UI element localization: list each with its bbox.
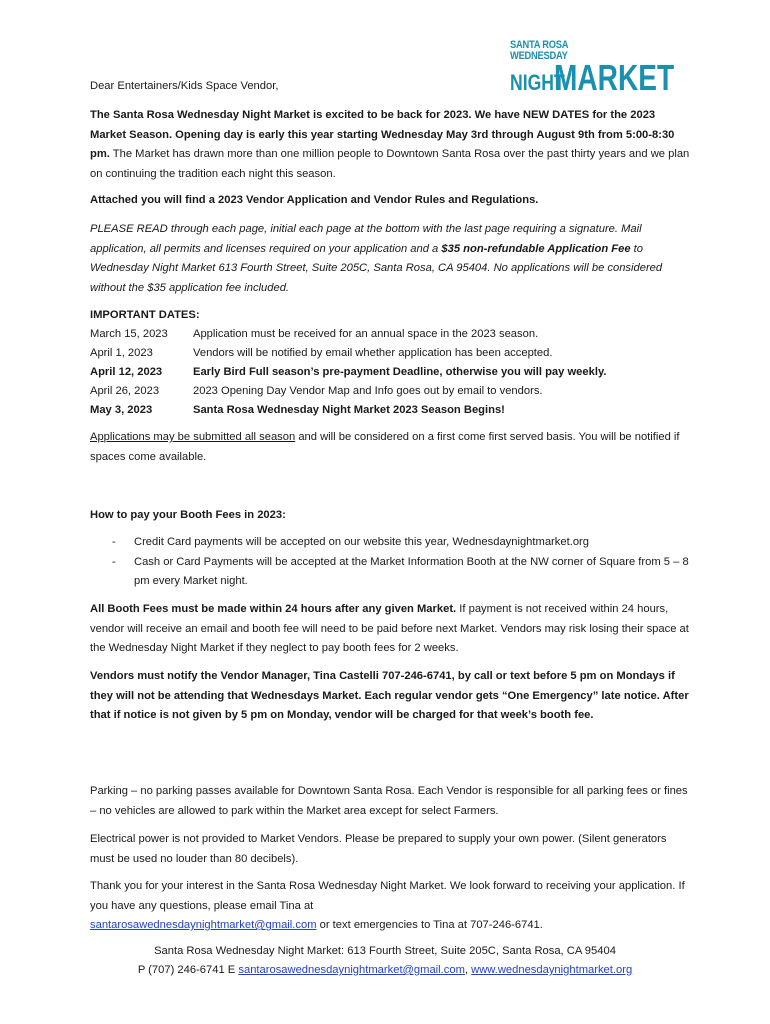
applications-rest: and will be considered on a first come first served basis. You will be notified if spaces come available. xyxy=(90,431,680,463)
booth-fees-list xyxy=(112,533,692,592)
electrical-paragraph: Electrical power is not provided to Market Vendors. Please be prepared to supply your own power. (Silent generators must be used no louder than 80 decibels). xyxy=(90,833,667,865)
logo-night: NIGHT xyxy=(510,70,565,95)
all-booth-paragraph xyxy=(90,600,690,659)
parking-paragraph: Parking – no parking passes available for Downtown Santa Rosa. Each Vendor is responsible for all parking fees or fines – no vehicles are allowed to park within the Market area except for select Farmers. xyxy=(90,785,688,817)
date-text: 2023 Opening Day Vendor Map and Info goes out by email to vendors. xyxy=(193,385,543,397)
intro-normal: The Market has drawn more than one million people to Downtown Santa Rosa over the past thirty years and we plan on continuing the tradition each night this season. xyxy=(90,148,690,180)
intro-paragraph xyxy=(90,106,690,184)
footer-email-link[interactable]: santarosawednesdaynightmarket@gmail.com xyxy=(238,964,465,976)
date-row xyxy=(90,363,690,382)
applications-underlined: Applications may be submitted all season xyxy=(90,431,296,443)
list-item-text: Credit Card payments will be accepted on our website this year, Wednesdaynightmarket.org xyxy=(134,536,589,548)
date-text: Early Bird Full season’s pre-payment Deadline, otherwise you will pay weekly. xyxy=(193,366,607,378)
list-item: - Credit Card payments will be accepted on our website this year, Wednesdaynightmarket.org xyxy=(112,533,692,553)
date-row xyxy=(90,325,690,344)
please-read-part1: PLEASE READ through each page, initial each page at the bottom with the last page requiring a signature. Mail application, all permits and licenses required on your application and a xyxy=(90,223,642,255)
date-row xyxy=(90,344,690,363)
footer xyxy=(0,942,770,980)
please-read-part2: to Wednesday Night Market 613 Fourth Street, Suite 205C, Santa Rosa, CA 95404. No applications will be considered without the $35 application fee included. xyxy=(90,242,663,294)
attached-paragraph: Attached you will find a 2023 Vendor Application and Vendor Rules and Regulations. xyxy=(90,194,539,206)
footer-contact-prefix: P (707) 246-6741 E xyxy=(137,964,239,976)
footer-contact xyxy=(0,961,770,980)
important-dates xyxy=(90,306,690,420)
intro-bold: The Santa Rosa Wednesday Night Market is excited to be back for 2023. We have NEW DATES for the 2023 Market Season. Opening day is early this year starting Wednesday May 3rd through August 9th from 5:00-8:30 pm. xyxy=(90,109,675,160)
logo-line-santa-rosa: SANTA ROSA xyxy=(510,39,569,51)
date-text: Vendors will be notified by email whether application has been accepted. xyxy=(193,347,553,359)
date-text: Application must be received for an annual space in the 2023 season. xyxy=(193,328,539,340)
booth-fees-heading: How to pay your Booth Fees in 2023: xyxy=(90,509,286,521)
email-link[interactable]: santarosawednesdaynightmarket@gmail.com xyxy=(90,919,317,931)
logo-market: MARKET xyxy=(554,57,675,98)
date-label: April 26, 2023 xyxy=(90,385,160,397)
list-item-text: Cash or Card Payments will be accepted at the Market Information Booth at the NW corner of Square from 5 – 8 pm every Market night. xyxy=(134,555,689,587)
date-text: Santa Rosa Wednesday Night Market 2023 Season Begins! xyxy=(193,404,505,416)
logo-line-wednesday: WEDNESDAY xyxy=(510,50,568,62)
applications-paragraph xyxy=(90,428,690,467)
thanks-paragraph xyxy=(90,877,690,936)
thanks-text: Thank you for your interest in the Santa Rosa Wednesday Night Market. We look forward to receiving your application. If you have any questions, please email Tina at xyxy=(90,880,685,912)
all-booth-normal: If payment is not received within 24 hours, vendor will receive an email and booth fee will need to be paid before next Market. Vendors may risk losing their space at the Wednesday Night Market if they neglect to pay booth fees for 2 weeks. xyxy=(90,603,689,654)
footer-website-link[interactable]: www.wednesdaynightmarket.org xyxy=(471,964,633,976)
footer-separator: , xyxy=(464,964,472,976)
thanks-after: or text emergencies to Tina at 707-246-6741. xyxy=(316,919,543,931)
date-label: May 3, 2023 xyxy=(90,404,153,416)
please-read-paragraph xyxy=(90,220,690,298)
date-label: April 12, 2023 xyxy=(90,366,163,378)
vendors-notify-paragraph: Vendors must notify the Vendor Manager, Tina Castelli 707-246-6741, by call or text before 5 pm on Mondays if they will not be attending that Wednesdays Market. Each regular vendor gets “One Emergency” late notice. After that if notice is not given by 5 pm on Monday, vendor will be charged for that week’s booth fee. xyxy=(90,670,689,721)
footer-address: Santa Rosa Wednesday Night Market: 613 Fourth Street, Suite 205C, Santa Rosa, CA 95404 xyxy=(154,945,616,957)
important-dates-heading: IMPORTANT DATES: xyxy=(90,309,200,321)
date-row xyxy=(90,382,690,401)
all-booth-bold: All Booth Fees must be made within 24 hours after any given Market. xyxy=(90,603,457,615)
date-label: April 1, 2023 xyxy=(90,347,153,359)
date-row xyxy=(90,401,690,420)
date-label: March 15, 2023 xyxy=(90,328,168,340)
greeting: Dear Entertainers/Kids Space Vendor, xyxy=(90,80,279,92)
list-item: - Cash or Card Payments will be accepted at the Market Information Booth at the NW corner of Square from 5 – 8 pm every Market night. xyxy=(112,553,692,592)
please-read-fee: $35 non-refundable Application Fee xyxy=(441,242,631,255)
